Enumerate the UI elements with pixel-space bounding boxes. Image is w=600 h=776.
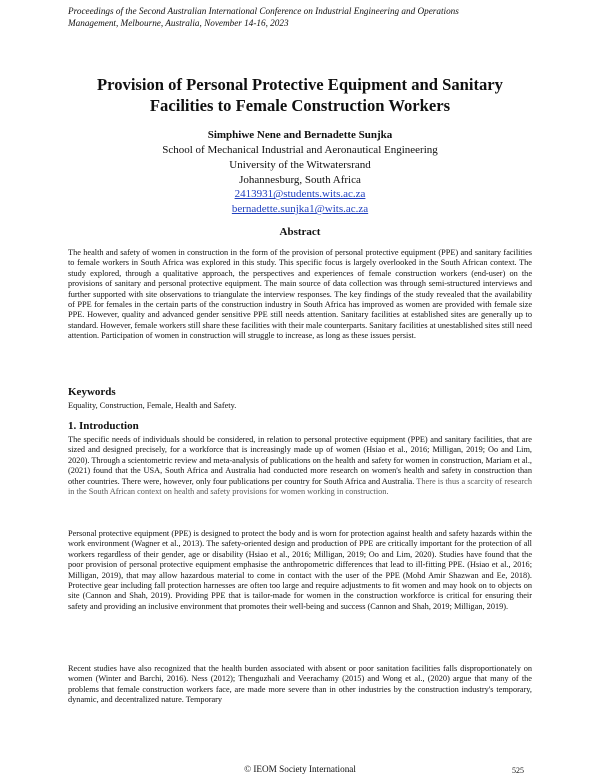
proceedings-line-1: Proceedings of the Second Australian International Conference on Industrial Engineering and Operations: [68, 6, 459, 16]
authors: Simphiwe Nene and Bernadette Sunjka: [207, 129, 393, 141]
affiliation-university: University of the Witwatersrand: [229, 158, 371, 171]
abstract-text: The health and safety of women in construction in the form of the provision of personal protective equipment (PPE) and sanitary facilities to female workers in South Africa was explored in this study. This specific focus is largely overlooked in the South African context. The study explored, through a qualitative approach, the perspectives and experiences of female construction workers (end-user) on the provisions of sanitary and personal protective equipment. The main source of data collection was through semi-structured interviews and further supported with site observations to triangulate the interview responses. The key findings of the study revealed that the availability of PPE for females in the certain parts of the construction industry in South Africa has improved as women are provided with female size PPE. However, quality and advanced gender sensitive PPE still needs attention. Sanitary facilities at established sites are generally up to standard. However, female workers still share these facilities with their male counterparts. Sanitary facilities at unestablished sites still need attention. Participation of women in construction will struggle to increase, as long as these issues persist.: [68, 248, 532, 341]
proceedings-header: [68, 6, 538, 29]
email-link-1[interactable]: 2413931@students.wits.ac.za: [234, 188, 366, 201]
affiliation-school: School of Mechanical Industrial and Aeronautical Engineering: [162, 144, 438, 156]
introduction-paragraph-2: Personal protective equipment (PPE) is designed to protect the body and is worn for protection against health and safety hazards within the work environment (Wagner et al., 2013). The safety-oriented design and production of PPE are critically important for the protection of all workers regardless of their gender, age or disability (Hsiao et al., 2016; Milligan, 2019; Oo and Lim, 2020). Studies have found that the poor provision of personal protective equipment emphasise the anthropometric differences that lead to ill-fitting PPE. (Hsiao et al., 2016; Milligan, 2019), that may allow hazardous material to come in contact with the user of the PPE (Mohd Amir Shazwan and Ee, 2018). Protective gear including fall protection harnesses are often too large and require adjustments to fit women and may hook on to objects on site (Cannon and Shah, 2019). Providing PPE that is tailor-made for women in the construction workforce is critical for ensuring their safety and providing an inclusive environment that promotes their well-being and success (Cannon and Shah, 2019; Milligan, 2019).: [68, 529, 532, 611]
page-number: 525: [512, 766, 524, 775]
affiliation-block: [68, 143, 532, 217]
email-link-2[interactable]: bernadette.sunjka1@wits.ac.za: [231, 203, 369, 216]
introduction-paragraph-1: [68, 435, 532, 497]
introduction-heading: 1. Introduction: [68, 420, 139, 432]
proceedings-line-2: Management, Melbourne, Australia, November 14-16, 2023: [68, 17, 289, 28]
paper-title: [68, 74, 532, 116]
keywords-text: Equality, Construction, Female, Health and Safety.: [68, 401, 237, 410]
footer-copyright: © IEOM Society International: [244, 764, 356, 774]
introduction-paragraph-3: Recent studies have also recognized that the health burden associated with absent or poor sanitation facilities falls disproportionately on women (Winter and Barchi, 2016). Ness (2012); Thenguzhali and Veerachamy (2015) and Wong et al., (2020) argue that many of the problems that female construction workers face, are made more severe than in other industries by the construction industry's temporary, dynamic, and decentralized nature. Temporary: [68, 664, 532, 705]
intro-para1-main: The specific needs of individuals should be considered, in relation to personal protective equipment (PPE) and sanitary facilities, that are sized and designed precisely, for a workforce that is increasingly made up of women (Hsiao et al., 2016; Milligan, 2019; Oo and Lim, 2020). Through a scientometric review and meta-analysis of publications on the health and safety for women in construction, Mariam et al., (2021) found that the USA, South Africa and Australia had conducted more research on women's health and safety in construction than other countries. There were, however, only four publications per country for South Africa and Australia.: [68, 435, 532, 486]
keywords-heading: Keywords: [68, 386, 116, 398]
intro-para1-faded: There is thus a scarcity of research in the South African context on health and safety provisions for women working in construction.: [68, 476, 532, 497]
title-line-1: Provision of Personal Protective Equipment and Sanitary: [97, 75, 503, 94]
title-line-2: Facilities to Female Construction Workers: [149, 96, 451, 115]
affiliation-location: Johannesburg, South Africa: [239, 173, 361, 186]
abstract-heading: Abstract: [279, 226, 321, 238]
